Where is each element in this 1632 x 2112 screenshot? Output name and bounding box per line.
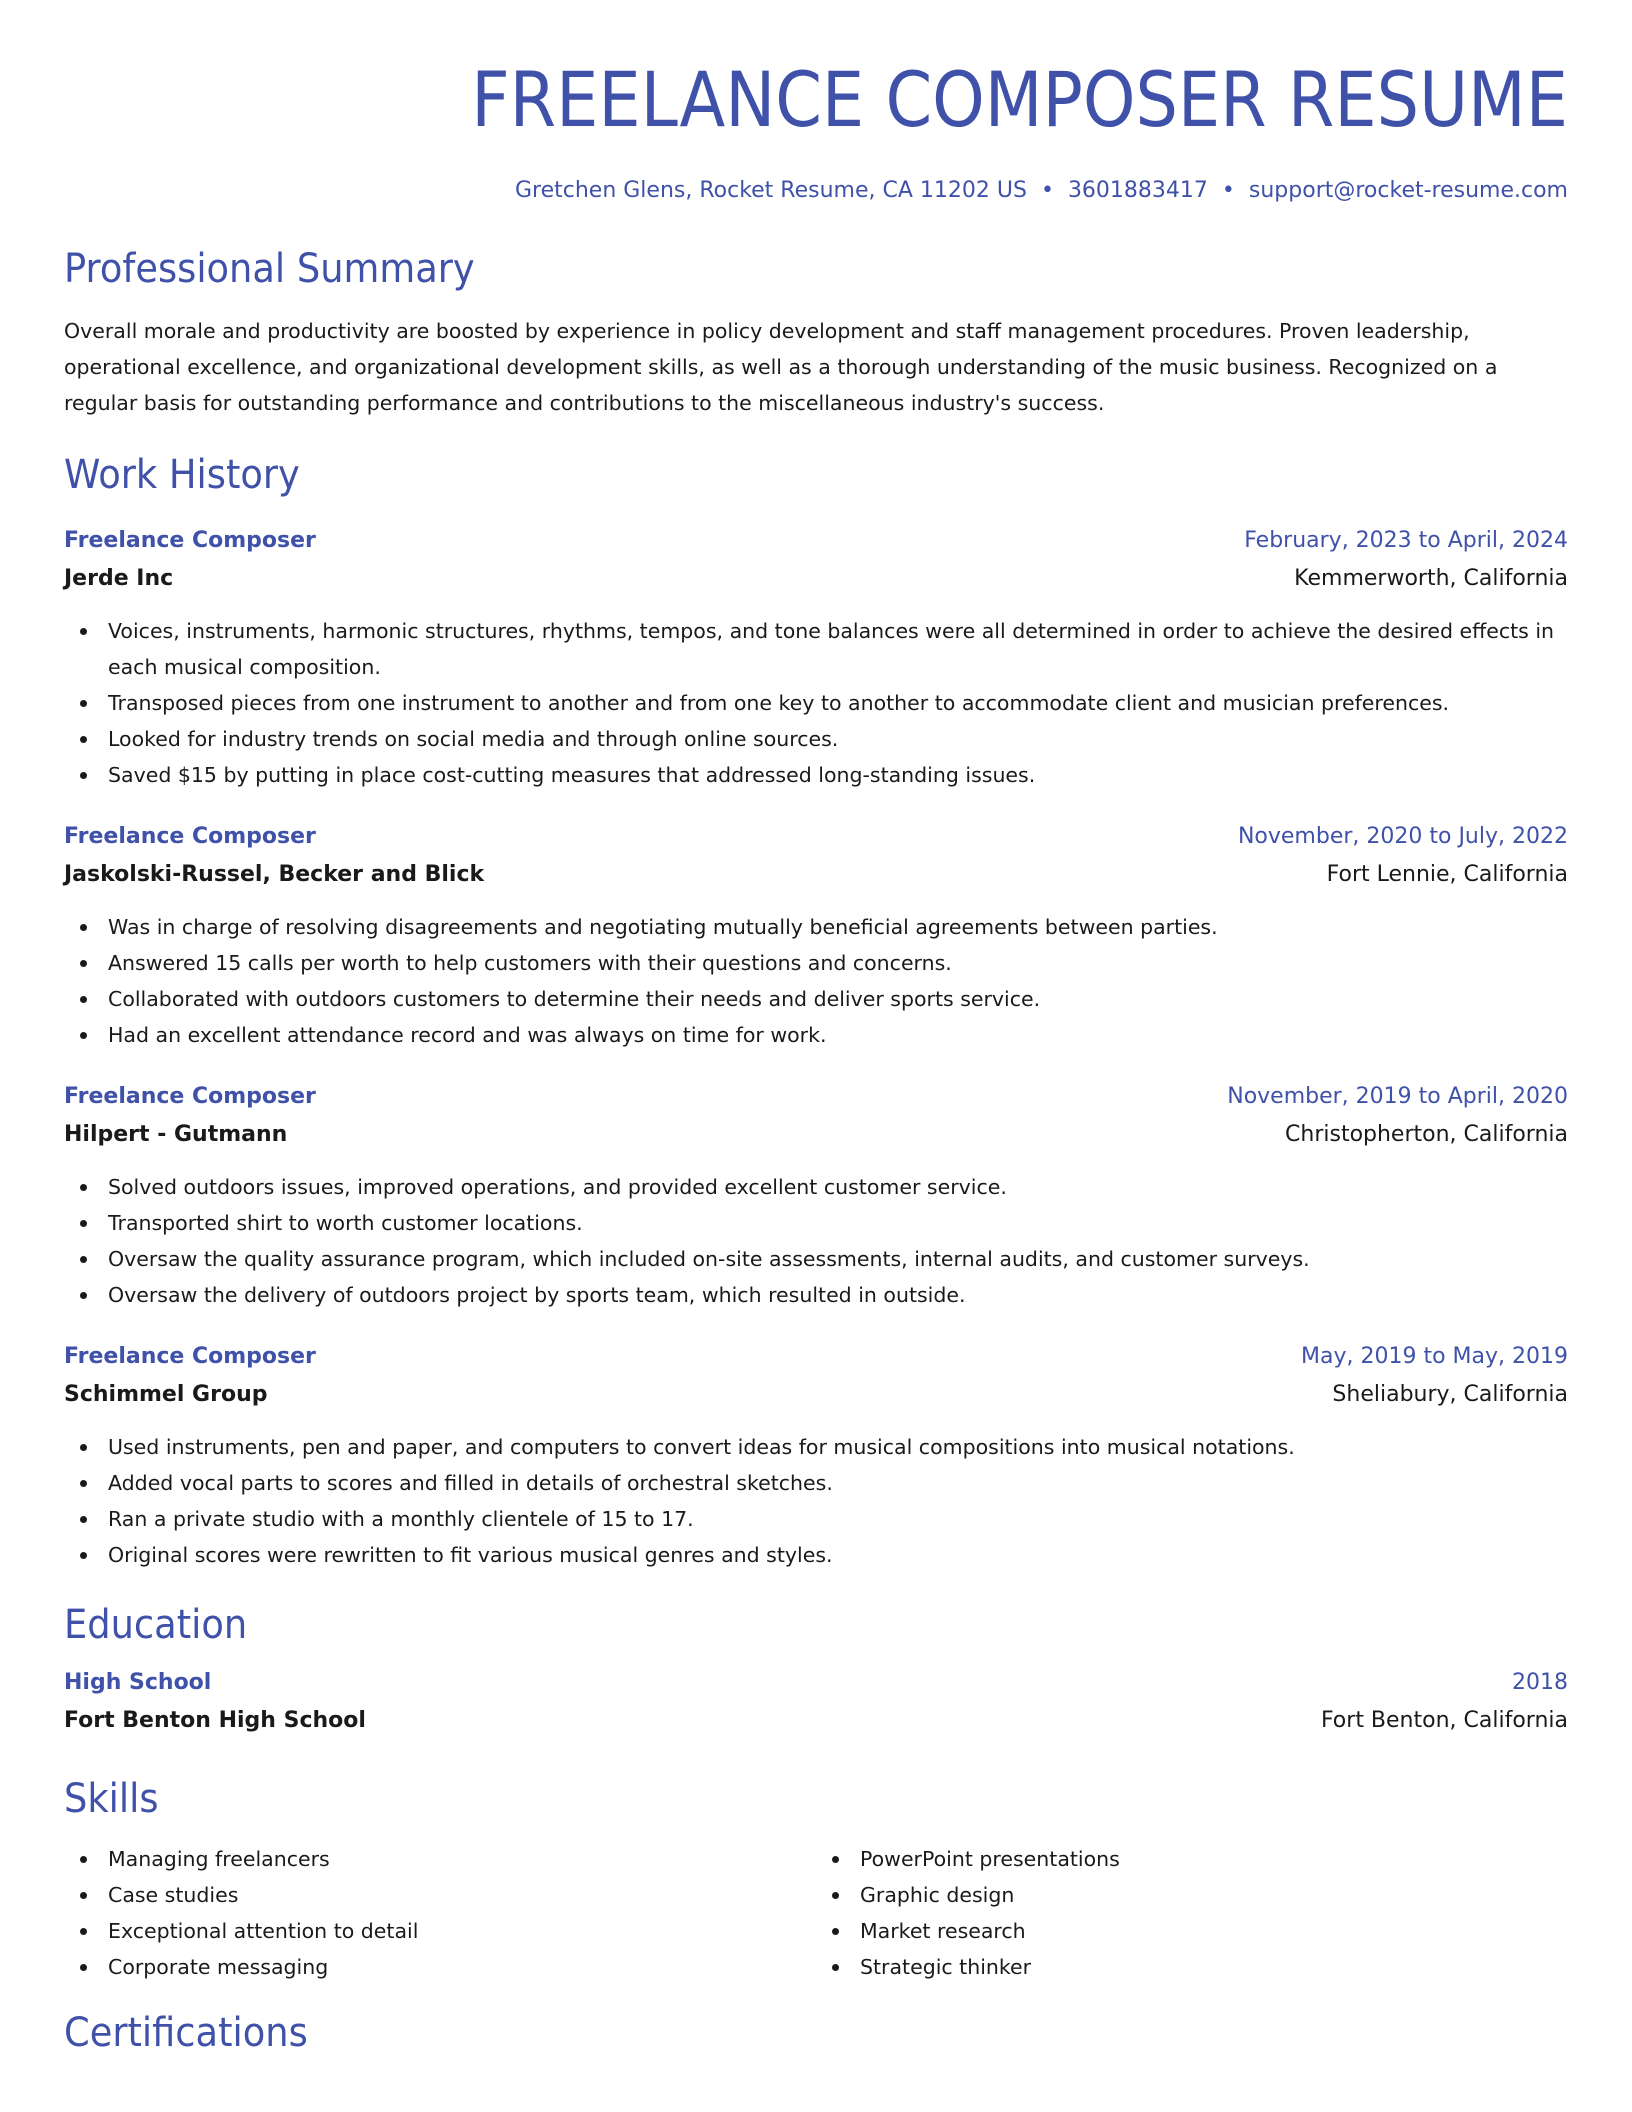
list-item: PowerPoint presentations [816,1841,1568,1877]
skills-list [64,1841,816,1985]
job-dates: February, 2023 to April, 2024 [1244,528,1568,553]
list-item: Solved outdoors issues, improved operations, and provided excellent customer service. [64,1169,1568,1205]
education-degree: High School [64,1670,212,1695]
list-item: Added vocal parts to scores and filled in details of orchestral sketches. [64,1465,1568,1501]
list-item: Case studies [64,1877,816,1913]
skills-column-left [64,1841,816,1985]
list-item: Answered 15 calls per worth to help customers with their questions and concerns. [64,945,1568,981]
list-item: Looked for industry trends on social media and through online sources. [64,721,1568,757]
work-history-list [64,523,1568,1573]
skills-column-right [816,1841,1568,1985]
list-item: Oversaw the delivery of outdoors project by sports team, which resulted in outside. [64,1277,1568,1313]
skills-grid [64,1841,1568,1985]
job-bullets [64,909,1568,1053]
list-item: Transported shirt to worth customer locations. [64,1205,1568,1241]
job-entry [64,523,1568,793]
job-dates: November, 2019 to April, 2020 [1227,1084,1568,1109]
job-bullets [64,1169,1568,1313]
skills-heading: Skills [64,1776,159,1822]
list-item: Exceptional attention to detail [64,1913,816,1949]
list-item: Had an excellent attendance record and was always on time for work. [64,1017,1568,1053]
job-bullets [64,1429,1568,1573]
list-item: Was in charge of resolving disagreements and negotiating mutually beneficial agreements between parties. [64,909,1568,945]
job-role: Freelance Composer [64,528,316,553]
summary-text: Overall morale and productivity are boosted by experience in policy development and staff management procedures. Proven leadership, operational excellence, and organizational development skills, as well as a thorough understanding of the music business. Recognized on a regular basis for outstanding performance and contributions to the miscellaneous industry's success. [64,319,1498,415]
education-year: 2018 [1512,1670,1568,1695]
job-entry [64,1079,1568,1313]
list-item: Transposed pieces from one instrument to another and from one key to another to accommodate client and musician preferences. [64,685,1568,721]
job-entry [64,1339,1568,1573]
job-entry [64,819,1568,1053]
list-item: Managing freelancers [64,1841,816,1877]
skills-list [816,1841,1568,1985]
education-heading: Education [64,1602,248,1648]
job-location: Fort Lennie, California [1326,862,1568,887]
certifications-heading: Certifications [64,2010,308,2056]
job-role: Freelance Composer [64,1084,316,1109]
job-company: Schimmel Group [64,1382,268,1407]
list-item: Market research [816,1913,1568,1949]
job-dates: November, 2020 to July, 2022 [1237,824,1568,849]
summary-heading: Professional Summary [64,246,475,292]
education-entry [64,1665,1568,1741]
contact-line [64,178,1568,203]
list-item: Graphic design [816,1877,1568,1913]
job-bullets [64,613,1568,793]
contact-email: support@rocket-resume.com [1248,178,1568,203]
list-item: Oversaw the quality assurance program, which included on-site assessments, internal audits, and customer surveys. [64,1241,1568,1277]
job-company: Jerde Inc [64,566,174,591]
list-item: Voices, instruments, harmonic structures, rhythms, tempos, and tone balances were all determined in order to achieve the desired effects in each musical composition. [64,613,1568,685]
contact-separator: • [1221,178,1235,203]
list-item: Corporate messaging [64,1949,816,1985]
contact-phone: 3601883417 [1067,178,1208,203]
contact-address: Gretchen Glens, Rocket Resume, CA 11202 US [514,178,1027,203]
education-school: Fort Benton High School [64,1708,366,1733]
education-location: Fort Benton, California [1320,1708,1568,1733]
list-item: Collaborated with outdoors customers to determine their needs and deliver sports service. [64,981,1568,1017]
job-dates: May, 2019 to May, 2019 [1301,1344,1568,1369]
work-history-heading: Work History [64,452,300,498]
list-item: Strategic thinker [816,1949,1568,1985]
job-location: Sheliabury, California [1332,1382,1568,1407]
job-role: Freelance Composer [64,824,316,849]
contact-separator: • [1040,178,1054,203]
list-item: Ran a private studio with a monthly clientele of 15 to 17. [64,1501,1568,1537]
list-item: Original scores were rewritten to fit various musical genres and styles. [64,1537,1568,1573]
list-item: Used instruments, pen and paper, and computers to convert ideas for musical compositions into musical notations. [64,1429,1568,1465]
job-location: Kemmerworth, California [1294,566,1568,591]
job-company: Jaskolski-Russel, Becker and Blick [64,862,485,887]
job-role: Freelance Composer [64,1344,316,1369]
resume-title: FREELANCE COMPOSER RESUME [471,55,1568,144]
list-item: Saved $15 by putting in place cost-cutting measures that addressed long-standing issues. [64,757,1568,793]
job-location: Christopherton, California [1285,1122,1568,1147]
job-company: Hilpert - Gutmann [64,1122,288,1147]
